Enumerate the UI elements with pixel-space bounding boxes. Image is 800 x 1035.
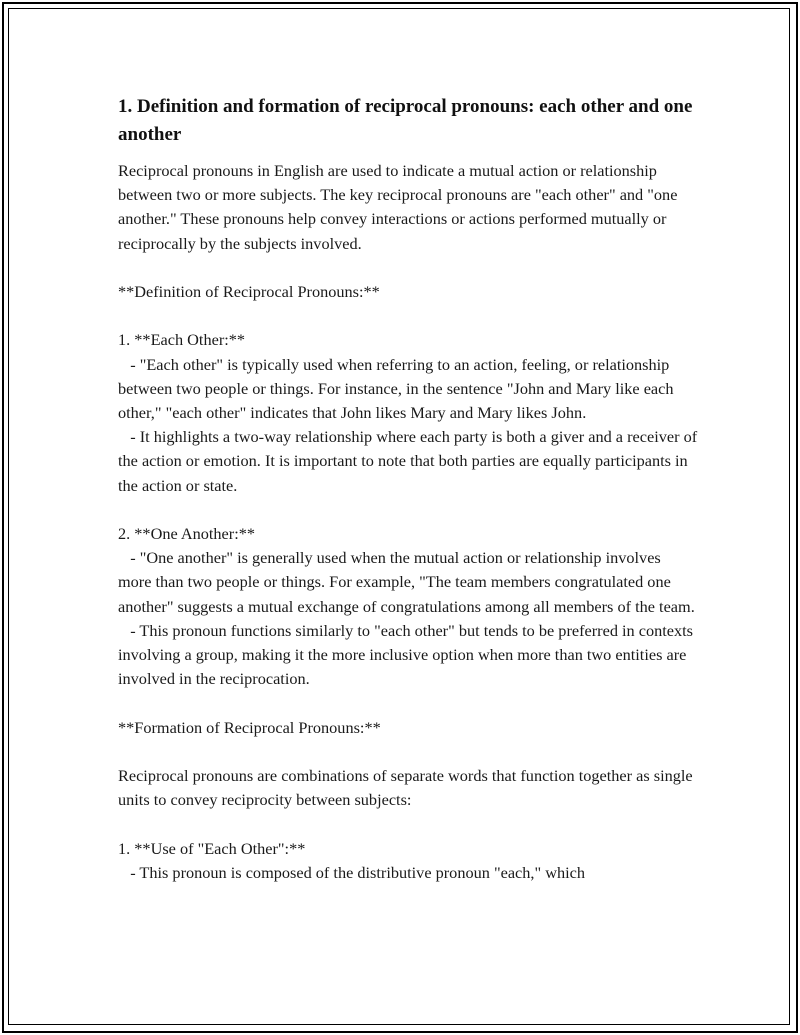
document-body bbox=[118, 93, 698, 885]
formation-paragraph: Reciprocal pronouns are combinations of separate words that function together as single units to convey reciprocity between subjects: bbox=[118, 766, 697, 810]
formation-subheading: **Formation of Reciprocal Pronouns:** bbox=[118, 717, 381, 737]
definition-subheading: **Definition of Reciprocal Pronouns:** bbox=[118, 282, 380, 301]
intro-paragraph: Reciprocal pronouns in English are used to indicate a mutual action or relationship between two or more subjects. The key reciprocal pronouns are "each other" and "one another." These pronouns help convey interactions or actions performed mutually or reciprocally by the subjects involved. bbox=[118, 161, 682, 253]
one-another-item: 2. **One Another:** - "One another" is generally used when the mutual action or relationship involves more than two people or things. For example, "The team members congratulated one another" suggests a mutual exchange of congratulations among all members of the team. - This pronoun functions similarly to "each other" but tends to be preferred in contexts involving a group, making it the more inclusive option when more than two entities are involved in the reciprocation. bbox=[118, 524, 695, 689]
use-each-other-item: 1. **Use of "Each Other":** - This pronoun is composed of the distributive pronoun "each," which bbox=[118, 838, 585, 882]
section-heading: 1. Definition and formation of reciprocal pronouns: each other and one another bbox=[118, 96, 693, 145]
each-other-item: 1. **Each Other:** - "Each other" is typically used when referring to an action, feeling, or relationship between two people or things. For instance, in the sentence "John and Mary like each other," "each other" indicates that John likes Mary and Mary likes John. - It highlights a two-way relationship where each party is both a giver and a receiver of the action or emotion. It is important to note that both parties are equally participants in the action or state. bbox=[118, 330, 698, 495]
